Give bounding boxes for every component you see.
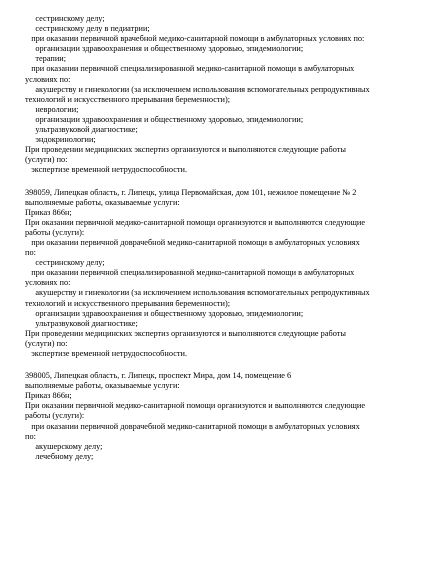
document-line: лечебному делу; xyxy=(25,451,94,461)
document-line: эндокринологии; xyxy=(25,135,96,145)
document-line: выполняемые работы, оказываемые услуги: xyxy=(25,381,180,391)
document-line: условиях по: xyxy=(25,74,71,84)
document-line: ультразвуковой диагностике; xyxy=(25,318,138,328)
document-body xyxy=(25,14,421,462)
document-line: При оказании первичной медико-санитарной помощи организуются и выполняются следующие xyxy=(25,401,366,411)
document-line: сестринскому делу в педиатрии; xyxy=(25,24,150,34)
document-line: терапии; xyxy=(25,54,67,64)
document-line: выполняемые работы, оказываемые услуги: xyxy=(25,197,180,207)
document-line: при оказании первичной специализированной медико-санитарной помощи в амбулаторных xyxy=(25,268,355,278)
document-line: организации здравоохранения и общественному здоровью, эпидемиологии; xyxy=(25,44,304,54)
document-line: сестринскому делу; xyxy=(25,258,105,268)
document-line: сестринскому делу; xyxy=(25,14,105,23)
document-line: 398059, Липецкая область, г. Липецк, улица Первомайская, дом 101, нежилое помещение № 2 xyxy=(25,187,357,197)
document-line: экспертизе временной нетрудоспособности. xyxy=(25,349,188,358)
document-line: При проведении медицинских экспертиз организуются и выполняются следующие работы xyxy=(25,145,346,155)
document-line: (услуги) по: xyxy=(25,338,68,348)
document-line: организации здравоохранения и общественному здоровью, эпидемиологии; xyxy=(25,308,304,318)
document-line: При проведении медицинских экспертиз организуются и выполняются следующие работы xyxy=(25,328,346,338)
document-line: при оказании первичной специализированной медико-санитарной помощи в амбулаторных xyxy=(25,64,355,74)
document-line: (услуги) по: xyxy=(25,155,68,165)
document-line: работы (услуги): xyxy=(25,227,85,237)
document-line: организации здравоохранения и общественному здоровью, эпидемиологии; xyxy=(25,114,304,124)
document-line: акушерству и гинекологии (за исключением использования вспомогательных репродуктивных xyxy=(25,84,370,94)
paragraph-gap xyxy=(25,359,421,371)
document-line: технологий и искусственного прерывания беременности); xyxy=(25,298,231,308)
document-line: неврологии; xyxy=(25,104,79,114)
document-line: При оказании первичной медико-санитарной помощи организуются и выполняются следующие xyxy=(25,217,366,227)
document-line: акушерскому делу; xyxy=(25,441,103,451)
document-line: экспертизе временной нетрудоспособности. xyxy=(25,165,188,175)
document-line: при оказании первичной врачебной медико-санитарной помощи в амбулаторных условиях по: xyxy=(25,34,365,44)
paragraph-gap xyxy=(25,176,421,188)
document-line: при оказании первичной доврачебной медико-санитарной помощи в амбулаторных условиях xyxy=(25,237,360,247)
document-line: по: xyxy=(25,248,36,258)
document-line: Приказ 866н; xyxy=(25,391,72,401)
document-line: технологий и искусственного прерывания беременности); xyxy=(25,94,231,104)
document-line: акушерству и гинекологии (за исключением использования вспомогательных репродуктивных xyxy=(25,288,370,298)
document-line: ультразвуковой диагностике; xyxy=(25,125,138,135)
document-line: при оказании первичной доврачебной медико-санитарной помощи в амбулаторных условиях xyxy=(25,421,360,431)
document-line: 398005, Липецкая область, г. Липецк, проспект Мира, дом 14, помещение 6 xyxy=(25,371,292,381)
document-line: Приказ 866н; xyxy=(25,207,72,217)
document-line: по: xyxy=(25,431,36,441)
document-line: работы (услуги): xyxy=(25,411,85,421)
document-line: условиях по: xyxy=(25,278,71,288)
